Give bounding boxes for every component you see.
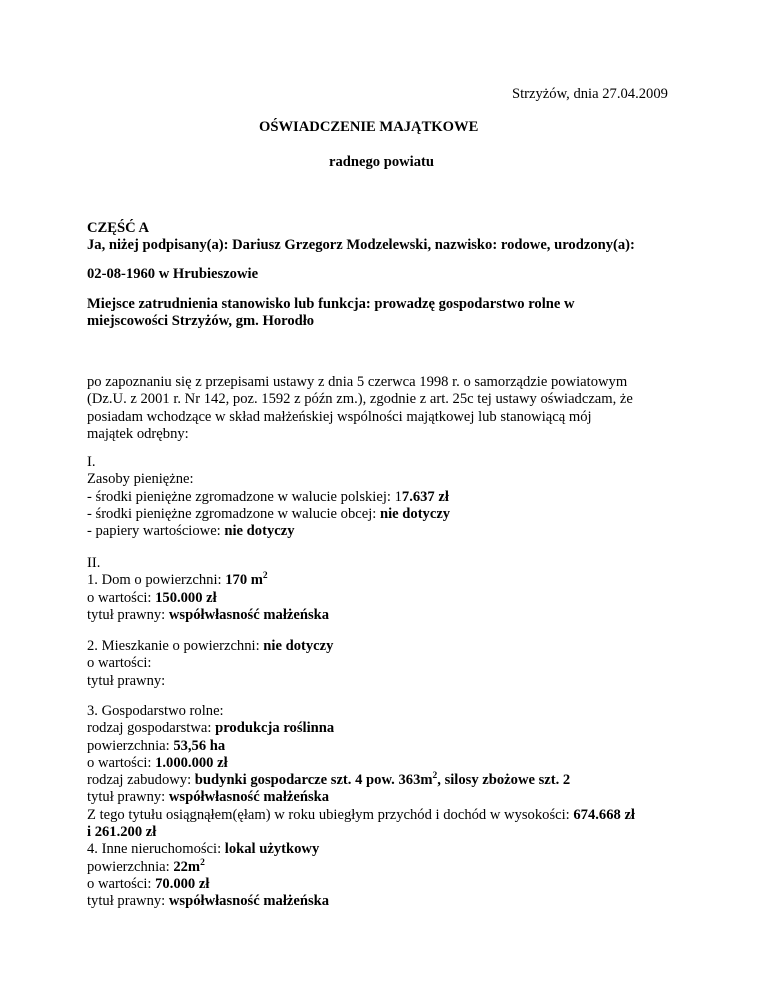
flat-title-line: tytuł prawny: bbox=[87, 672, 166, 689]
farm-buildings-line: rodzaj zabudowy: budynki gospodarcze szt. 4 pow. $363m^2$, silosy zbożowe szt. 2 bbox=[87, 771, 571, 789]
house-value-line: o wartości: 150.000 zł bbox=[87, 589, 217, 606]
section-2-numeral: II. bbox=[87, 555, 101, 571]
employment-line-2: miejscowości Strzyżów, gm. Horodło bbox=[87, 313, 315, 329]
farm-heading: 3. Gospodarstwo rolne: bbox=[87, 703, 224, 719]
farm-income-line: Z tego tytułu osiągnąłem(ęłam) w roku ubiegłym przychód i dochód w wysokości: 674.668 zł bbox=[87, 806, 635, 823]
house-title-line: tytuł prawny: współwłasność małżeńska bbox=[87, 606, 330, 623]
farm-area-line: powierzchnia: 53,56 ha bbox=[87, 737, 226, 754]
document-subtitle: radnego powiatu bbox=[329, 154, 435, 170]
section-2-house bbox=[87, 555, 329, 624]
birth-line: 02-08-1960 w Hrubieszowie bbox=[87, 266, 259, 282]
other-title-line: tytuł prawny: współwłasność małżeńska bbox=[87, 893, 330, 910]
house-area-line: 1. Dom o powierzchni: 170 $m^2$ bbox=[87, 571, 268, 589]
farm-type-line: rodzaj gospodarstwa: produkcja roślinna bbox=[87, 720, 335, 737]
section-2-farm bbox=[87, 703, 635, 911]
flat-value-line: o wartości: bbox=[87, 655, 152, 672]
place-date: Strzyżów, dnia 27.04.2009 bbox=[512, 86, 668, 102]
other-area-line: powierzchnia: $22m^2$ bbox=[87, 857, 205, 875]
employment-line-1: Miejsce zatrudnienia stanowisko lub funkcja: prowadzę gospodarstwo rolne w bbox=[87, 296, 575, 312]
declarant-line: Ja, niżej podpisany(a): Dariusz Grzegorz Modzelewski, nazwisko: rodowe, urodzony(a): bbox=[87, 237, 635, 253]
section-1-cash bbox=[87, 454, 450, 540]
farm-income-line-2: i 261.200 zł bbox=[87, 824, 157, 841]
intro-line: posiadam wchodzące w skład małżeńskiej wspólności majątkowej lub stanowiącą mój bbox=[87, 408, 592, 425]
document-title: OŚWIADCZENIE MAJĄTKOWE bbox=[259, 119, 479, 135]
farm-title-line: tytuł prawny: współwłasność małżeńska bbox=[87, 789, 330, 806]
cash-pln-line: - środki pieniężne zgromadzone w walucie polskiej: 17.637 zł bbox=[87, 488, 449, 505]
intro-paragraph bbox=[87, 374, 633, 443]
securities-line: - papiery wartościowe: nie dotyczy bbox=[87, 523, 295, 540]
intro-line: (Dz.U. z 2001 r. Nr 142, poz. 1592 z późn zm.), zgodnie z art. 25c tej ustawy oświadczam, że bbox=[87, 391, 633, 408]
part-a-heading: CZĘŚĆ A bbox=[87, 220, 150, 236]
intro-line: majątek odrębny: bbox=[87, 425, 189, 442]
flat-area-line: 2. Mieszkanie o powierzchni: nie dotyczy bbox=[87, 638, 334, 654]
cash-foreign-line: - środki pieniężne zgromadzone w walucie obcej: nie dotyczy bbox=[87, 505, 451, 522]
section-1-heading: Zasoby pieniężne: bbox=[87, 471, 194, 488]
other-value-line: o wartości: 70.000 zł bbox=[87, 875, 210, 892]
intro-line: po zapoznaniu się z przepisami ustawy z dnia 5 czerwca 1998 r. o samorządzie powiatowym bbox=[87, 374, 628, 390]
section-2-flat bbox=[87, 638, 333, 690]
other-property-line: 4. Inne nieruchomości: lokal użytkowy bbox=[87, 841, 320, 858]
farm-value-line: o wartości: 1.000.000 zł bbox=[87, 754, 228, 771]
section-1-numeral: I. bbox=[87, 454, 96, 470]
